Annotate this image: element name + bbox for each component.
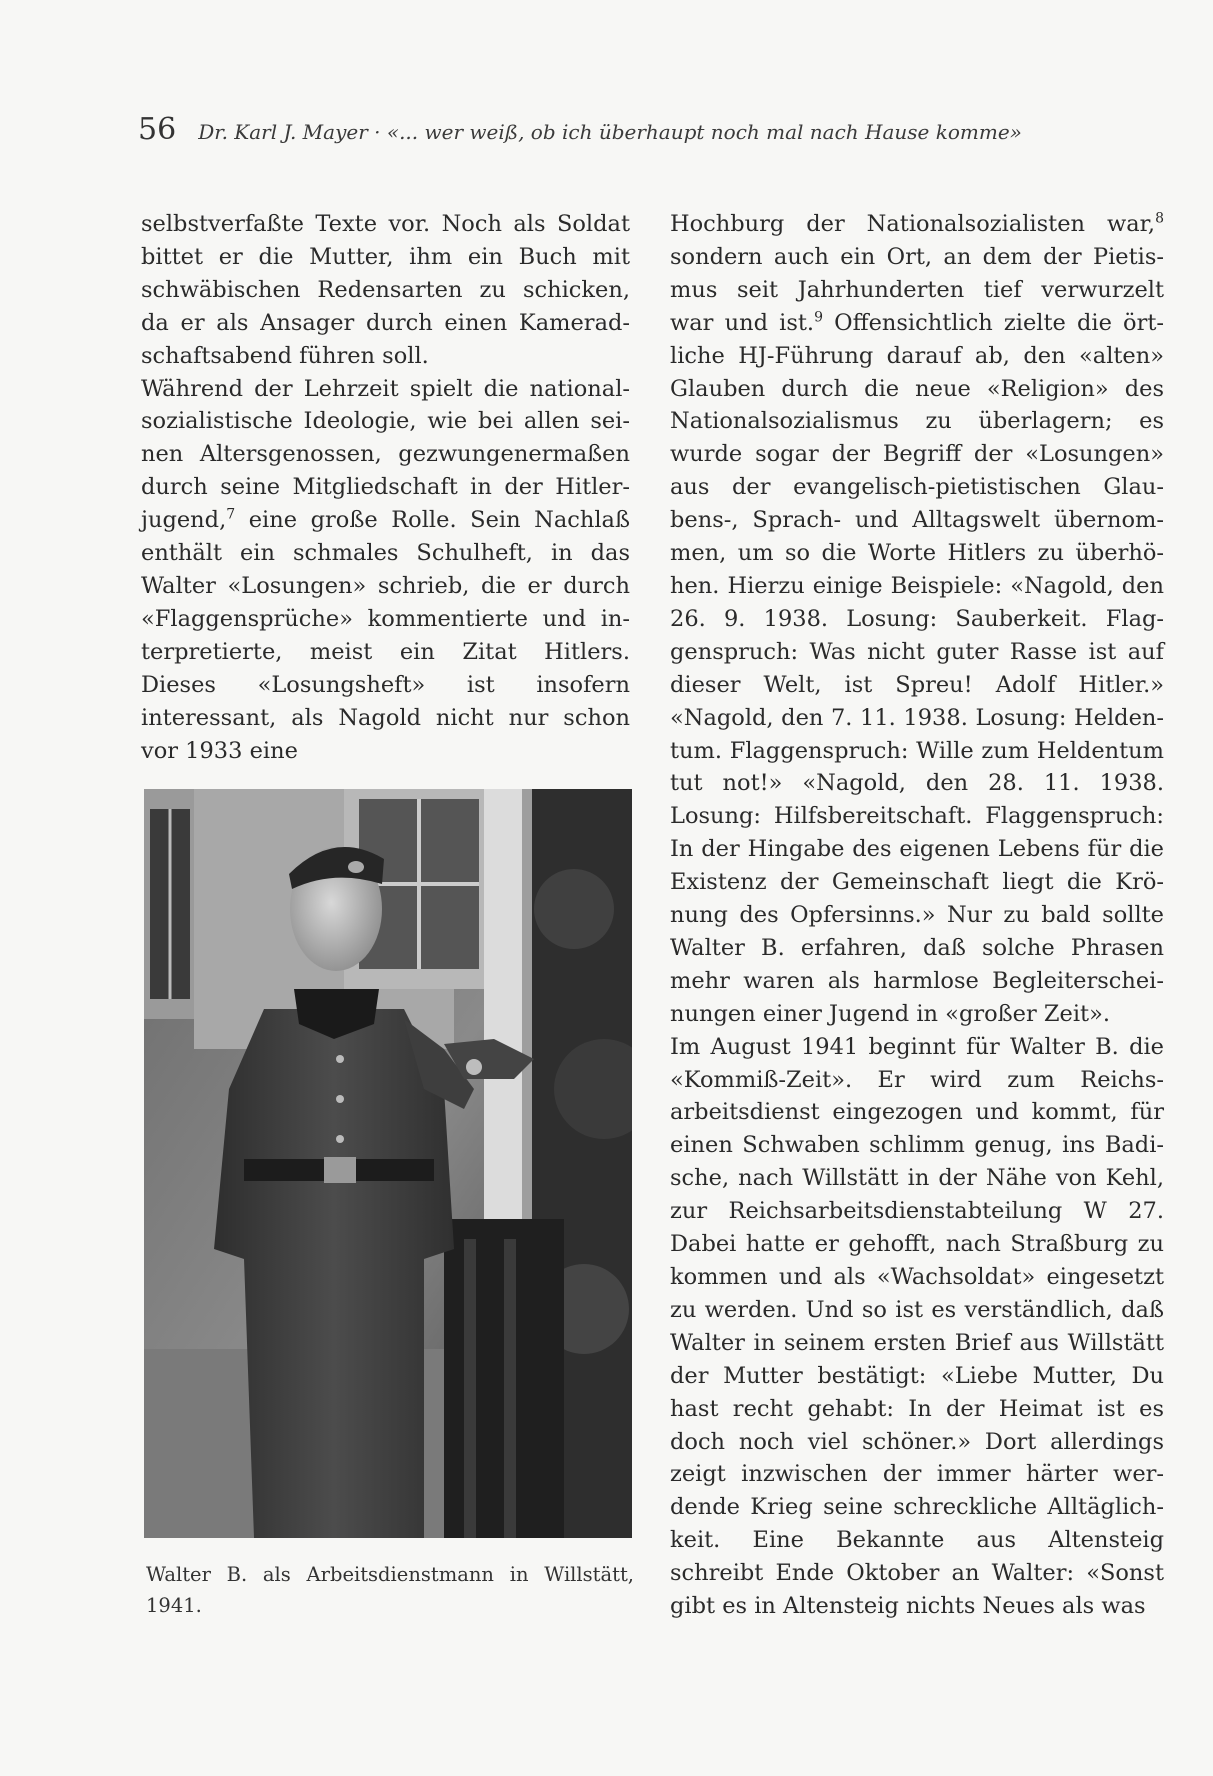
footnote-ref-9: 9 (814, 309, 823, 326)
paragraph-text: Offensichtlich zielte die örtliche HJ-Führung darauf ab, den «alten» Glauben durch die neue «Religion» des Nationalsozialismus zu überlagern; es wurde sogar der Begriff der «Losungen» aus der evangelisch-pietistischen Glaubens-, Sprach- und Alltagswelt übernommen, um so die Worte Hitlers zu überhöhen. Hierzu einige Beispiele: «Nagold, den 26. 9. 1938. Losung: Sauberkeit. Flaggenspruch: Was nicht guter Rasse ist auf dieser Welt, ist Spreu! Adolf Hitler.» «Nagold, den 7. 11. 1938. Losung: Heldentum. Flaggenspruch: Wille zum Heldentum tut not!» «Nagold, den 28. 11. 1938. Losung: Hilfsbereitschaft. Flaggenspruch: In der Hingabe des eigenen Lebens für die Existenz der Gemeinschaft liegt die Krönung des Opfersinns.» Nur zu bald sollte Walter B. erfahren, daß solche Phrasen mehr waren als harmlose Begleiterscheinungen einer Jugend in «großer Zeit». (670, 309, 1164, 1027)
paragraph (141, 373, 630, 768)
photo-image (144, 789, 632, 1538)
page-number: 56 (138, 112, 177, 147)
paragraph-text: Hochburg der Nationalsozialisten war, (670, 211, 1156, 237)
paragraph: selbstverfaßte Texte vor. Noch als Soldat bittet er die Mutter, ihm ein Buch mit schwäbischen Redensarten zu schicken, da er als Ansager durch einen Kameradschaftsabend führen soll. (141, 211, 630, 369)
left-column (141, 208, 630, 767)
running-header (138, 112, 1098, 147)
paragraph-text: Während der Lehrzeit spielt die nationalsozialistische Ideologie, wie bei allen seinen Altersgenossen, gezwungenermaßen durch seine Mitgliedschaft in der Hitlerjugend, (141, 375, 630, 534)
paragraph-text: eine große Rolle. Sein Nachlaß enthält ein schmales Schulheft, in das Walter «Losungen» schrieb, die er durch «Flaggensprüche» kommentierte und interpretierte, meist ein Zitat Hitlers. Dieses «Losungsheft» ist insofern interessant, als Nagold nicht nur schon vor 1933 eine (141, 507, 630, 764)
paragraph-text: sondern auch ein Ort, an dem der Pietismus seit Jahrhunderten tief verwurzelt war und ist. (670, 243, 1164, 336)
paragraph: Im August 1941 beginnt für Walter B. die «Kommiß-Zeit». Er wird zum Reichsarbeitsdienst eingezogen und kommt, für einen Schwaben schlimm genug, ins Badische, nach Willstätt in der Nähe von Kehl, zur Reichsarbeitsdienstabteilung W 27. Dabei hatte er gehofft, nach Straßburg zu kommen und als «Wachsoldat» eingesetzt zu werden. Und so ist es verständlich, daß Walter in seinem ersten Brief aus Willstätt der Mutter bestätigt: «Liebe Mutter, Du hast recht gehabt: In der Heimat ist es doch noch viel schöner.» Dort allerdings zeigt inzwischen der immer härter werdende Krieg seine schreckliche Alltäglichkeit. Eine Bekannte aus Altensteig schreibt Ende Oktober an Walter: «Sonst gibt es in Altensteig nichts Neues als was (670, 1033, 1164, 1620)
figure-caption: Walter B. als Arbeitsdienstmann in Willstätt, 1941. (146, 1563, 634, 1617)
running-head-title: Dr. Karl J. Mayer · «... wer weiß, ob ich überhaupt noch mal nach Hause komme» (198, 120, 1022, 144)
paragraph (670, 208, 1164, 1031)
right-column (670, 208, 1164, 1623)
footnote-ref-7: 7 (226, 506, 236, 523)
photo-walter-uniform (144, 789, 632, 1538)
footnote-ref-8: 8 (1155, 210, 1164, 227)
